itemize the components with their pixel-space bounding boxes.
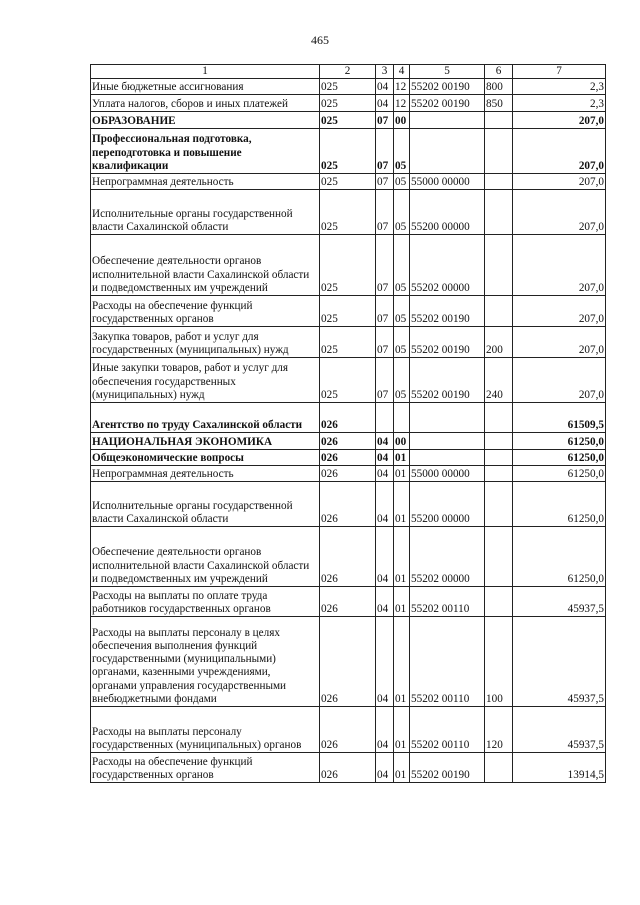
amount-cell: 2,3 xyxy=(513,95,606,112)
expense-type-cell xyxy=(485,527,513,587)
subsection-code-cell: 12 xyxy=(394,95,410,112)
target-article-cell: 55202 00190 xyxy=(410,95,485,112)
expense-type-cell xyxy=(485,450,513,466)
subsection-code-cell: 01 xyxy=(394,753,410,783)
amount-cell: 61250,0 xyxy=(513,466,606,482)
admin-code-cell: 025 xyxy=(320,95,376,112)
table-row xyxy=(91,235,606,296)
item-name-cell: Профессиональная подготовка, переподготовка и повышение квалификации xyxy=(91,129,320,174)
admin-code-cell: 025 xyxy=(320,296,376,327)
admin-code-cell: 025 xyxy=(320,235,376,296)
subsection-code-cell: 05 xyxy=(394,327,410,358)
table-row xyxy=(91,527,606,587)
expense-type-cell: 120 xyxy=(485,707,513,753)
table-row xyxy=(91,433,606,450)
table-row xyxy=(91,450,606,466)
table-header-row xyxy=(91,65,606,79)
amount-cell: 207,0 xyxy=(513,296,606,327)
target-article-cell: 55202 00000 xyxy=(410,235,485,296)
item-name-cell: Обеспечение деятельности органов исполнительной власти Сахалинской области и подведомственных им учреждений xyxy=(91,235,320,296)
expense-type-cell xyxy=(485,129,513,174)
subsection-code-cell: 12 xyxy=(394,79,410,95)
budget-table xyxy=(90,64,606,783)
item-name-cell: НАЦИОНАЛЬНАЯ ЭКОНОМИКА xyxy=(91,433,320,450)
amount-cell: 2,3 xyxy=(513,79,606,95)
amount-cell: 207,0 xyxy=(513,174,606,190)
expense-type-cell: 800 xyxy=(485,79,513,95)
amount-cell: 207,0 xyxy=(513,112,606,129)
table-row xyxy=(91,296,606,327)
table-row xyxy=(91,753,606,783)
page-number: 465 xyxy=(311,33,329,47)
item-name-cell: Обеспечение деятельности органов исполнительной власти Сахалинской области и подведомственных им учреждений xyxy=(91,527,320,587)
expense-type-cell xyxy=(485,482,513,527)
subsection-code-cell: 05 xyxy=(394,296,410,327)
section-code-cell: 04 xyxy=(376,527,394,587)
section-code-cell: 07 xyxy=(376,112,394,129)
admin-code-cell: 025 xyxy=(320,79,376,95)
item-name-cell: Иные закупки товаров, работ и услуг для обеспечения государственных (муниципальных) нужд xyxy=(91,358,320,403)
expense-type-cell xyxy=(485,403,513,433)
target-article-cell: 55202 00000 xyxy=(410,527,485,587)
amount-cell: 207,0 xyxy=(513,190,606,235)
expense-type-cell xyxy=(485,466,513,482)
subsection-code-cell: 00 xyxy=(394,433,410,450)
amount-cell: 45937,5 xyxy=(513,707,606,753)
admin-code-cell: 026 xyxy=(320,617,376,707)
admin-code-cell: 026 xyxy=(320,482,376,527)
target-article-cell xyxy=(410,403,485,433)
expense-type-cell: 200 xyxy=(485,327,513,358)
admin-code-cell: 025 xyxy=(320,358,376,403)
admin-code-cell: 026 xyxy=(320,753,376,783)
section-code-cell: 07 xyxy=(376,129,394,174)
section-code-cell: 07 xyxy=(376,327,394,358)
admin-code-cell: 026 xyxy=(320,403,376,433)
admin-code-cell: 025 xyxy=(320,174,376,190)
section-code-cell: 04 xyxy=(376,466,394,482)
admin-code-cell: 025 xyxy=(320,190,376,235)
section-code-cell: 07 xyxy=(376,235,394,296)
section-code-cell: 07 xyxy=(376,190,394,235)
admin-code-cell: 026 xyxy=(320,466,376,482)
table-row xyxy=(91,707,606,753)
subsection-code-cell: 00 xyxy=(394,112,410,129)
amount-cell: 61250,0 xyxy=(513,527,606,587)
item-name-cell: Непрограммная деятельность xyxy=(91,174,320,190)
amount-cell: 45937,5 xyxy=(513,617,606,707)
subsection-code-cell: 01 xyxy=(394,587,410,617)
table-row xyxy=(91,617,606,707)
item-name-cell: Расходы на выплаты персоналу государственных (муниципальных) органов xyxy=(91,707,320,753)
table-row xyxy=(91,327,606,358)
expense-type-cell: 100 xyxy=(485,617,513,707)
table-row xyxy=(91,587,606,617)
admin-code-cell: 025 xyxy=(320,112,376,129)
amount-cell: 61250,0 xyxy=(513,450,606,466)
expense-type-cell xyxy=(485,753,513,783)
amount-cell: 13914,5 xyxy=(513,753,606,783)
target-article-cell xyxy=(410,129,485,174)
target-article-cell: 55202 00190 xyxy=(410,79,485,95)
section-code-cell: 04 xyxy=(376,587,394,617)
amount-cell: 207,0 xyxy=(513,129,606,174)
expense-type-cell xyxy=(485,190,513,235)
item-name-cell: Общеэкономические вопросы xyxy=(91,450,320,466)
target-article-cell: 55202 00110 xyxy=(410,617,485,707)
table-row xyxy=(91,482,606,527)
amount-cell: 61250,0 xyxy=(513,433,606,450)
section-code-cell: 07 xyxy=(376,296,394,327)
header-cell: 5 xyxy=(410,65,485,79)
subsection-code-cell: 01 xyxy=(394,450,410,466)
admin-code-cell: 025 xyxy=(320,129,376,174)
expense-type-cell xyxy=(485,174,513,190)
section-code-cell: 04 xyxy=(376,482,394,527)
admin-code-cell: 026 xyxy=(320,527,376,587)
amount-cell: 61250,0 xyxy=(513,482,606,527)
expense-type-cell: 850 xyxy=(485,95,513,112)
target-article-cell: 55202 00190 xyxy=(410,327,485,358)
target-article-cell: 55000 00000 xyxy=(410,466,485,482)
table-row xyxy=(91,403,606,433)
section-code-cell xyxy=(376,403,394,433)
section-code-cell: 04 xyxy=(376,753,394,783)
item-name-cell: Исполнительные органы государственной власти Сахалинской области xyxy=(91,190,320,235)
subsection-code-cell: 05 xyxy=(394,235,410,296)
target-article-cell: 55200 00000 xyxy=(410,190,485,235)
subsection-code-cell: 01 xyxy=(394,482,410,527)
target-article-cell: 55202 00190 xyxy=(410,753,485,783)
item-name-cell: Иные бюджетные ассигнования xyxy=(91,79,320,95)
header-cell: 2 xyxy=(320,65,376,79)
expense-type-cell xyxy=(485,235,513,296)
expense-type-cell xyxy=(485,296,513,327)
section-code-cell: 04 xyxy=(376,95,394,112)
amount-cell: 207,0 xyxy=(513,235,606,296)
admin-code-cell: 026 xyxy=(320,707,376,753)
table-row xyxy=(91,112,606,129)
subsection-code-cell: 01 xyxy=(394,466,410,482)
item-name-cell: Непрограммная деятельность xyxy=(91,466,320,482)
amount-cell: 207,0 xyxy=(513,327,606,358)
header-cell: 7 xyxy=(513,65,606,79)
table-row xyxy=(91,190,606,235)
section-code-cell: 04 xyxy=(376,450,394,466)
amount-cell: 61509,5 xyxy=(513,403,606,433)
target-article-cell: 55202 00190 xyxy=(410,296,485,327)
table-row xyxy=(91,129,606,174)
target-article-cell: 55202 00110 xyxy=(410,707,485,753)
admin-code-cell: 026 xyxy=(320,450,376,466)
target-article-cell: 55200 00000 xyxy=(410,482,485,527)
expense-type-cell xyxy=(485,587,513,617)
target-article-cell xyxy=(410,433,485,450)
item-name-cell: Расходы на обеспечение функций государственных органов xyxy=(91,753,320,783)
amount-cell: 45937,5 xyxy=(513,587,606,617)
header-cell: 6 xyxy=(485,65,513,79)
table-row xyxy=(91,79,606,95)
item-name-cell: Агентство по труду Сахалинской области xyxy=(91,403,320,433)
section-code-cell: 07 xyxy=(376,174,394,190)
table-row xyxy=(91,466,606,482)
admin-code-cell: 025 xyxy=(320,327,376,358)
item-name-cell: Расходы на выплаты персоналу в целях обеспечения выполнения функций государственными (муниципальными) органами, казенными учреждениями, органами управления государственными внебюджетными фондами xyxy=(91,617,320,707)
expense-type-cell: 240 xyxy=(485,358,513,403)
admin-code-cell: 026 xyxy=(320,587,376,617)
table-row xyxy=(91,358,606,403)
item-name-cell: Расходы на выплаты по оплате труда работников государственных органов xyxy=(91,587,320,617)
subsection-code-cell: 01 xyxy=(394,707,410,753)
expense-type-cell xyxy=(485,112,513,129)
header-cell: 4 xyxy=(394,65,410,79)
subsection-code-cell: 05 xyxy=(394,129,410,174)
section-code-cell: 04 xyxy=(376,617,394,707)
section-code-cell: 04 xyxy=(376,79,394,95)
admin-code-cell: 026 xyxy=(320,433,376,450)
subsection-code-cell: 05 xyxy=(394,174,410,190)
target-article-cell xyxy=(410,450,485,466)
subsection-code-cell: 05 xyxy=(394,190,410,235)
header-cell: 1 xyxy=(91,65,320,79)
subsection-code-cell: 05 xyxy=(394,358,410,403)
table-row xyxy=(91,174,606,190)
section-code-cell: 04 xyxy=(376,433,394,450)
subsection-code-cell: 01 xyxy=(394,527,410,587)
item-name-cell: ОБРАЗОВАНИЕ xyxy=(91,112,320,129)
item-name-cell: Уплата налогов, сборов и иных платежей xyxy=(91,95,320,112)
item-name-cell: Расходы на обеспечение функций государственных органов xyxy=(91,296,320,327)
expense-type-cell xyxy=(485,433,513,450)
amount-cell: 207,0 xyxy=(513,358,606,403)
item-name-cell: Исполнительные органы государственной власти Сахалинской области xyxy=(91,482,320,527)
target-article-cell: 55000 00000 xyxy=(410,174,485,190)
item-name-cell: Закупка товаров, работ и услуг для государственных (муниципальных) нужд xyxy=(91,327,320,358)
section-code-cell: 07 xyxy=(376,358,394,403)
subsection-code-cell: 01 xyxy=(394,617,410,707)
target-article-cell xyxy=(410,112,485,129)
target-article-cell: 55202 00110 xyxy=(410,587,485,617)
header-cell: 3 xyxy=(376,65,394,79)
table-row xyxy=(91,95,606,112)
target-article-cell: 55202 00190 xyxy=(410,358,485,403)
subsection-code-cell xyxy=(394,403,410,433)
section-code-cell: 04 xyxy=(376,707,394,753)
